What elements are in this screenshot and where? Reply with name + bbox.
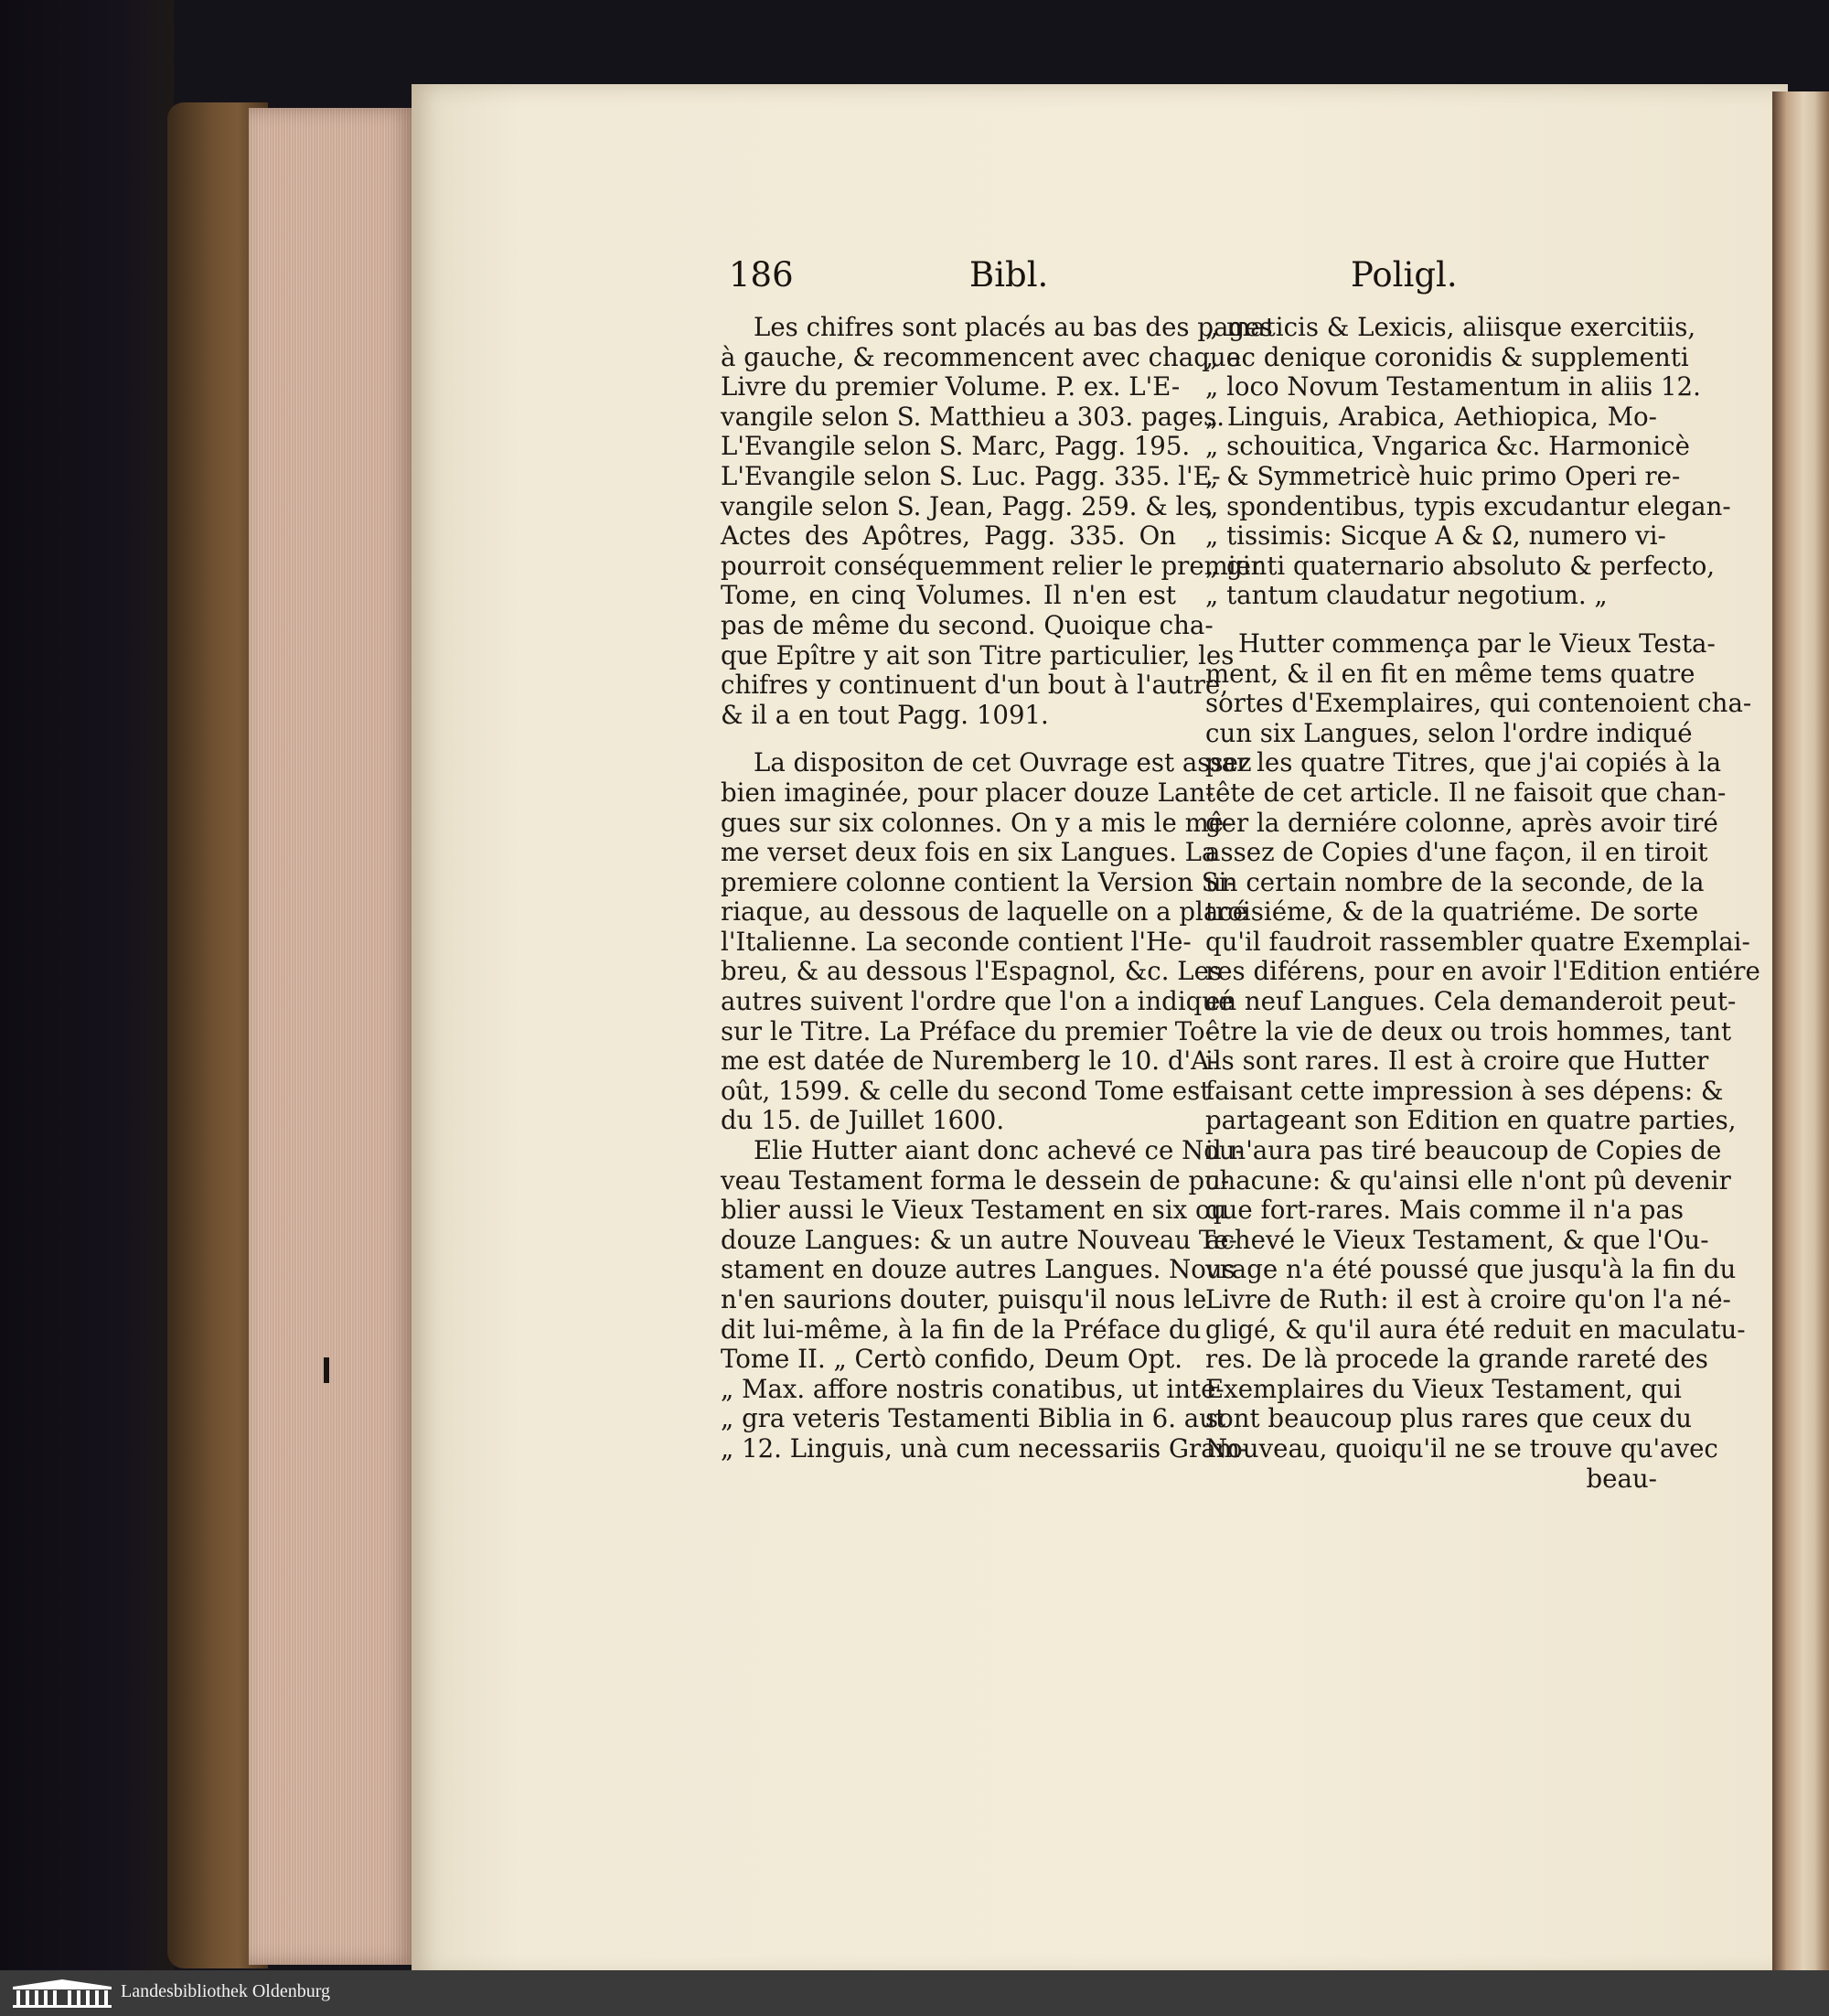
left-column-line: breu, & au dessous l'Espagnol, &c. Les: [721, 956, 1223, 987]
right-column-line: „ spondentibus, typis excudantur elegan-: [1205, 490, 1731, 521]
left-column-line: Les chifres sont placés au bas des pages: [754, 312, 1273, 342]
left-column-line: blier aussi le Vieux Testament en six ou: [721, 1195, 1227, 1226]
right-column-line: beau-: [1586, 1463, 1657, 1494]
right-column-line: „ ginti quaternario absoluto & perfecto,: [1205, 550, 1716, 581]
right-column-line: „ tantum claudatur negotium. „: [1205, 580, 1608, 611]
right-column-line: „ ac denique coronidis & supplementi: [1205, 341, 1689, 372]
right-column-line: „ loco Novum Testamentum in aliis 12.: [1205, 371, 1701, 402]
right-column-line: faisant cette impression à ses dépens: &: [1205, 1075, 1724, 1106]
right-column-line: chacune: & qu'ainsi elle n'ont pû devenir: [1205, 1164, 1731, 1196]
left-column-line: gues sur six colonnes. On y a mis le mê-: [721, 807, 1233, 838]
right-column-line: cun six Langues, selon l'ordre indiqué: [1205, 717, 1693, 748]
footer-bar: [0, 1970, 1829, 2016]
left-column-line: dit lui-même, à la fin de la Préface du: [721, 1314, 1202, 1345]
left-column-line: „ gra veteris Testamenti Biblia in 6. aut: [721, 1403, 1226, 1434]
text-column-right: [1205, 312, 1760, 1494]
right-column-line: „ & Symmetricè huic primo Operi re-: [1205, 460, 1681, 491]
left-column-line: n'en saurions douter, puisqu'il nous le: [721, 1284, 1207, 1314]
right-column-line: troisiéme, & de la quatriéme. De sorte: [1205, 896, 1699, 928]
left-column-line: Elie Hutter aiant donc achevé ce Nou-: [754, 1135, 1244, 1166]
left-column-line: Tome II. „ Certò confido, Deum Opt.: [721, 1344, 1183, 1375]
left-column-line: bien imaginée, pour placer douze Lan-: [721, 777, 1214, 808]
right-column-line: res. De là procede la grande rareté des: [1205, 1344, 1708, 1375]
right-column-line: par les quatre Titres, que j'ai copiés à la: [1205, 747, 1722, 778]
left-column-line: me est datée de Nuremberg le 10. d'A-: [721, 1046, 1218, 1077]
right-column-line: gligé, & qu'il aura été reduit en maculatu-: [1205, 1314, 1746, 1345]
right-column-line: sortes d'Exemplaires, qui contenoient cha-: [1205, 688, 1752, 719]
left-column-line: du 15. de Juillet 1600.: [721, 1105, 1005, 1136]
right-column-line: „ maticis & Lexicis, aliisque exercitiis,: [1205, 312, 1696, 342]
left-column-line: La dispositon de cet Ouvrage est assez: [754, 747, 1252, 778]
paragraph-gap: [721, 730, 1176, 748]
left-column-line: Tome, en cinq Volumes. Il n'en est: [721, 580, 1176, 611]
right-column-line: „ schouitica, Vngarica &c. Harmonicè: [1205, 431, 1690, 462]
right-column-line: assez de Copies d'une façon, il en tiroit: [1205, 837, 1708, 868]
left-column-line: „ 12. Linguis, unà cum necessariis Gram-: [721, 1432, 1249, 1464]
background-left: [0, 0, 174, 1970]
right-column-line: être la vie de deux ou trois hommes, tant: [1205, 1015, 1732, 1046]
left-column-line: sur le Titre. La Préface du premier To-: [721, 1015, 1214, 1046]
left-column-line: autres suivent l'ordre que l'on a indiqué: [721, 986, 1234, 1017]
left-column-line: veau Testament forma le dessein de pu-: [721, 1164, 1230, 1196]
left-column-line: douze Langues: & un autre Nouveau Te-: [721, 1224, 1237, 1255]
text-column-left: [721, 312, 1273, 1464]
right-column-line: Hutter commença par le Vieux Testa-: [1238, 627, 1716, 659]
right-column-line: sont beaucoup plus rares que ceux du: [1205, 1403, 1693, 1434]
right-column-line: qu'il faudroit rassembler quatre Exemplai-: [1205, 926, 1750, 957]
left-column-line: pourroit conséquemment relier le premier: [721, 550, 1264, 581]
left-column-line: chifres y continuent d'un bout à l'autre,: [721, 670, 1229, 701]
paragraph-gap: [1205, 611, 1657, 629]
page-number: 186: [729, 255, 794, 295]
left-column-line: vangile selon S. Jean, Pagg. 259. & les: [721, 490, 1212, 521]
right-column-line: res diférens, pour en avoir l'Edition entiére: [1205, 956, 1760, 987]
right-column-line: Livre de Ruth: il est à croire qu'on l'a né-: [1205, 1284, 1731, 1314]
running-title-right: Poligl.: [1351, 255, 1458, 295]
right-column-line: un certain nombre de la seconde, de la: [1205, 866, 1705, 897]
right-column-line: tête de cet article. Il ne faisoit que chan-: [1205, 777, 1727, 808]
right-column-line: en neuf Langues. Cela demanderoit peut-: [1205, 986, 1737, 1017]
left-column-line: premiere colonne contient la Version Si-: [721, 866, 1235, 897]
library-building-logo-icon: [11, 1978, 113, 2009]
left-column-line: à gauche, & recommencent avec chaque: [721, 341, 1242, 372]
left-column-line: Livre du premier Volume. P. ex. L'E-: [721, 371, 1181, 402]
left-column-line: Actes des Apôtres, Pagg. 335. On: [721, 520, 1176, 552]
right-column-line: vrage n'a été poussé que jusqu'à la fin du: [1205, 1254, 1737, 1285]
right-column-line: que fort-rares. Mais comme il n'a pas: [1205, 1195, 1685, 1226]
left-column-line: L'Evangile selon S. Luc. Pagg. 335. l'E-: [721, 460, 1221, 491]
left-column-line: „ Max. affore nostris conatibus, ut inte-: [721, 1373, 1225, 1404]
left-column-line: oût, 1599. & celle du second Tome est: [721, 1075, 1211, 1106]
right-column-line: ger la derniére colonne, après avoir tiré: [1205, 807, 1718, 838]
right-column-line: ment, & il en fit en même tems quatre: [1205, 658, 1695, 689]
right-column-line: ils sont rares. Il est à croire que Hutter: [1205, 1046, 1709, 1077]
left-column-line: & il a en tout Pagg. 1091.: [721, 699, 1049, 730]
left-column-line: l'Italienne. La seconde contient l'He-: [721, 926, 1192, 957]
left-column-line: me verset deux fois en six Langues. La: [721, 837, 1217, 868]
left-column-line: que Epître y ait son Titre particulier, les: [721, 639, 1235, 670]
page-edges: [249, 108, 413, 1965]
right-column-line: achevé le Vieux Testament, & que l'Ou-: [1205, 1224, 1709, 1255]
right-column-line: Nouveau, quoiqu'il ne se trouve qu'avec: [1205, 1432, 1718, 1464]
right-column-line: partageant son Edition en quatre parties,: [1205, 1105, 1737, 1136]
left-column-line: riaque, au dessous de laquelle on a placé: [721, 896, 1248, 928]
left-column-line: vangile selon S. Matthieu a 303. pages.: [721, 401, 1225, 432]
left-column-line: stament en douze autres Langues. Nous: [721, 1254, 1235, 1285]
left-column-line: pas de même du second. Quoique cha-: [721, 609, 1214, 640]
right-column-line: Exemplaires du Vieux Testament, qui: [1205, 1373, 1682, 1404]
library-name: Landesbibliothek Oldenburg: [121, 1981, 331, 2001]
running-title-left: Bibl.: [969, 255, 1049, 295]
binding-mark: [324, 1357, 329, 1383]
right-column-line: „ Linguis, Arabica, Aethiopica, Mo-: [1205, 401, 1657, 432]
right-column-line: „ tissimis: Sicque A & Ω, numero vi-: [1205, 520, 1666, 552]
facing-page-edge: [1772, 91, 1829, 1970]
left-column-line: L'Evangile selon S. Marc, Pagg. 195.: [721, 431, 1191, 462]
right-column-line: il n'aura pas tiré beaucoup de Copies de: [1205, 1135, 1722, 1166]
